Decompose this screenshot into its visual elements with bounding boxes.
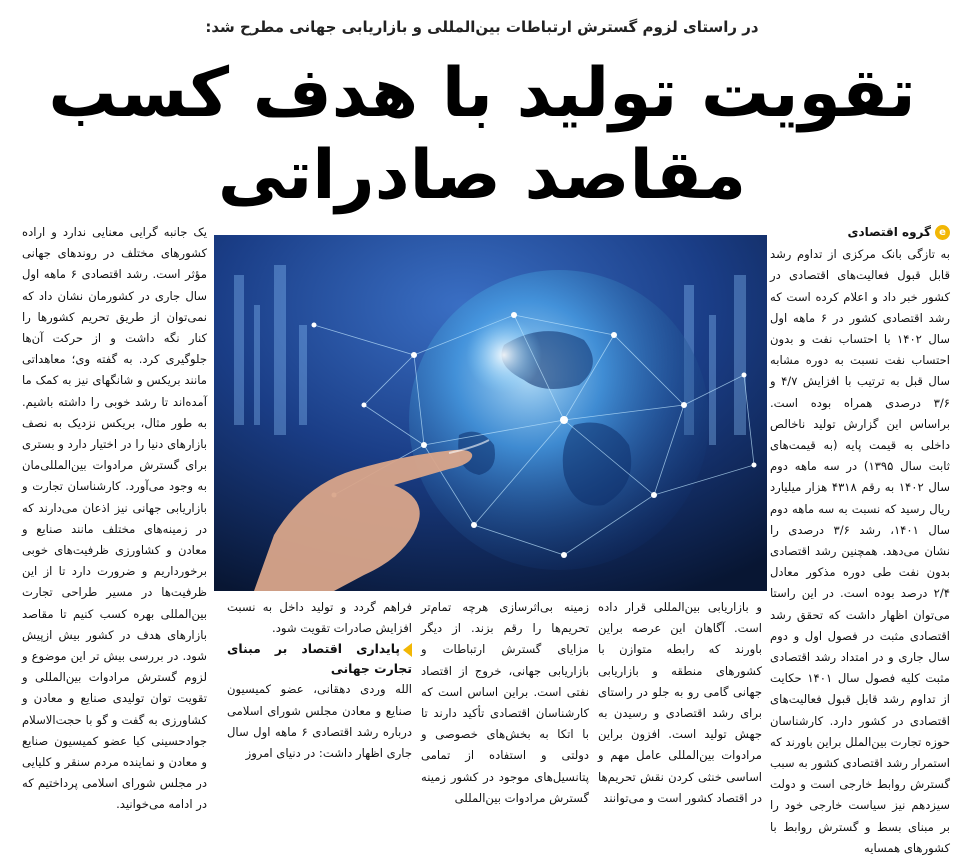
column-text-bottom-1: و بازاریابی بین‌المللی قرار داده است. آگاهان این عرصه براین باورند که رابطه متوازن با کشورهای منطقه و بازاریابی جهانی گامی رو به جلو در راستای برای رشد اقتصادی و رسیدن به جهش تولید است. افزون براین مرادوات بین‌المللی عامل مهم و اساسی خنثی کردن نقش تحریم‌ها در اقتصاد کشور است و می‌توانند: [598, 600, 762, 805]
column-text-bottom-3b: الله وردی دهقانی، عضو کمیسیون صنایع و معادن مجلس شورای اسلامی درباره رشد اقتصادی ۶ ماهه اول سال جاری اظهار داشت: در دنیای امروز: [227, 682, 413, 761]
subhead-marker-icon: [403, 643, 412, 657]
subhead-text: پایداری اقتصاد بر مبنای تجارت جهانی: [227, 641, 412, 677]
article-column-right: [770, 222, 951, 855]
article-column-bottom-2: [421, 597, 589, 805]
column-text-left: یک جانبه گرایی معنایی ندارد و اراده کشورهای مختلف در روندهای جهانی مؤثر است. رشد اقتصادی ۶ ماهه اول سال جاری در کشورمان نشان داد که نمی‌توان از طریق تحریم کشورها را کنار نگه داشت و از حرکت آن‌ها جلوگیری کرد. به گفته وی؛ معاهداتی مانند بریکس و شانگهای نیز به کمک ما آمده‌اند تا رشد خوبی را داشته باشیم. به طور مثال، بریکس نزدیک به نصف بازارهای دنیا را در اختیار دارد و بستری برای گسترش مرادوات بین‌المللی‌مان به وجود می‌آورد. کارشناسان تجارت و بازاریابی جهانی نیز اذعان می‌دارند که در زمینه‌های مختلف مانند صنایع و معادن و کشاورزی ظرفیت‌های خوبی برخورداریم و ضرورت دارد تا از این ظرفیت‌ها در مسیر طراحی تجارت بین‌المللی بهره کسب کنیم تا مقاصد بازارهای هدف در کشور بیش ازپیش شود. در بررسی بیش تر این موضوع و لزوم گسترش مرادوات بین‌المللی و تقویت توان تولیدی صنایع و معادن و کشاورزی به گفت و گو با حجت‌الاسلام جوادحسینی کیا عضو کمیسیون صنایع و معادن و نماینده مردم سنقر و کلیایی در مجلس شورای اسلامی پرداختیم که در ادامه می‌خوانید.: [22, 225, 208, 812]
column-text-bottom-3: فراهم گردد و تولید داخل به نسبت افزایش صادرات تقویت شود.: [227, 600, 412, 636]
newspaper-logo-icon: e: [935, 225, 950, 240]
headline-line-1: تقویت تولید با هدف کسب: [48, 54, 916, 133]
globe-network-illustration: [214, 235, 767, 591]
article-photo: [214, 235, 767, 591]
headline-line-2: مقاصد صادراتی: [217, 136, 747, 215]
article-column-bottom-3: [227, 597, 413, 761]
article-kicker: در راستای لزوم گسترش ارتباطات بین‌المللی و بازاریابی جهانی مطرح شد:: [205, 18, 759, 36]
byline-text: گروه اقتصادی: [847, 225, 931, 239]
section-subhead: [227, 639, 412, 679]
article-column-bottom-1: [598, 597, 762, 805]
byline: [770, 222, 950, 243]
article-column-left: [22, 222, 208, 812]
column-text-bottom-2: زمینه بی‌اثرسازی هرچه تمام‌تر تحریم‌ها را رقم بزند. از دیگر مزایای گسترش ارتباطات و بازاریابی جهانی، خروج از اقتصاد نفتی است. براین اساس است که کارشناسان اقتصادی تأکید دارند تا با اتکا به بخش‌های خصوصی و دولتی و استفاده از تمامی پتانسیل‌های موجود در کشور زمینه گسترش مرادوات بین‌المللی: [421, 600, 589, 805]
column-text-right: به تازگی بانک مرکزی از تداوم رشد قابل قبول فعالیت‌های اقتصادی در کشور خبر داد و اعلام کرده است که رشد اقتصادی کشور در ۶ ماهه اول سال ۱۴۰۲ با احتساب نفت و بدون احتساب نفت نسبت به دوره مشابه سال قبل به ترتیب با افزایش ۴/۷ و ۳/۶ درصدی همراه بوده است. براساس این گزارش تولید ناخالص داخلی به قیمت پایه (به قیمت‌های ثابت سال ۱۳۹۵) در سه ماهه دوم سال ۱۴۰۲ به رقم ۴۳۱۸ هزار میلیارد ریال رسید که نسبت به سه ماهه دوم سال ۱۴۰۱، رشد ۳/۶ درصدی را نشان می‌دهد. همچنین رشد اقتصادی بدون نفت طی دوره مذکور معادل ۲/۴ درصد بوده است. در این راستا می‌توان اظهار داشت که تحقق رشد اقتصادی مثبت در فصول اول و دوم سال جاری و در امتداد رشد اقتصادی مثبت کلیه فصول سال ۱۴۰۱ حکایت از تداوم رشد قابل قبول فعالیت‌های اقتصادی در کشور دارد. کارشناسان حوزه تجارت بین‌الملل براین باورند که استمرار رشد اقتصادی کشور به سبب گسترش روابط خارجی است و دولت سیزدهم نیز سیاست خارجی خود را بر مبنای بسط و گسترش روابط با کشورهای همسایه: [770, 247, 951, 855]
